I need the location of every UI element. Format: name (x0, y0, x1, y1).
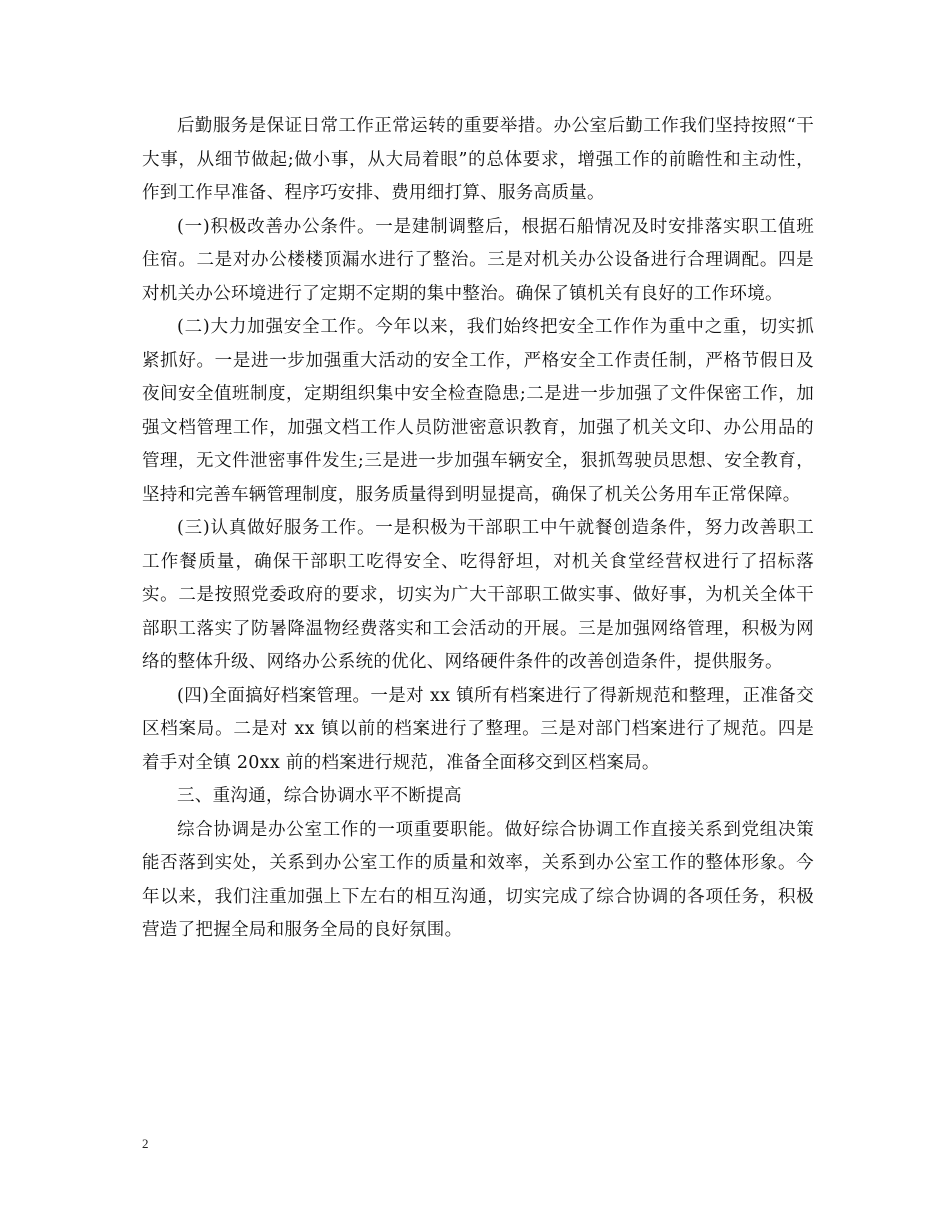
paragraph-archive-management: (四)全面搞好档案管理。一是对 xx 镇所有档案进行了得新规范和整理，正准备交区档案局。二是对 xx 镇以前的档案进行了整理。三是对部门档案进行了规范。四是着手对全镇 20xx 前的档案进行规范，准备全面移交到区档案局。 (142, 685, 814, 773)
paragraph-office-conditions: (一)积极改善办公条件。一是建制调整后，根据石船情况及时安排落实职工值班住宿。二是对办公楼楼顶漏水进行了整治。三是对机关办公设备进行合理调配。四是对机关办公环境进行了定期不定期的集中整治。确保了镇机关有良好的工作环境。 (142, 216, 814, 304)
document-body (142, 110, 814, 948)
paragraph-safety-work: (二)大力加强安全工作。今年以来，我们始终把安全工作作为重中之重，切实抓紧抓好。一是进一步加强重大活动的安全工作，严格安全工作责任制，严格节假日及夜间安全值班制度，定期组织集中安全检查隐患;二是进一步加强了文件保密工作，加强文档管理工作，加强文档工作人员防泄密意识教育，加强了机关文印、办公用品的管理，无文件泄密事件发生;三是进一步加强车辆安全，狠抓驾驶员思想、安全教育，坚持和完善车辆管理制度，服务质量得到明显提高，确保了机关公务用车正常保障。 (142, 317, 814, 505)
paragraph-service-work: (三)认真做好服务工作。一是积极为干部职工中午就餐创造条件，努力改善职工工作餐质量，确保干部职工吃得安全、吃得舒坦，对机关食堂经营权进行了招标落实。二是按照党委政府的要求，切实为广大干部职工做实事、做好事，为机关全体干部职工落实了防暑降温物经费落实和工会活动的开展。三是加强网络管理，积极为网络的整体升级、网络办公系统的优化、网络硬件条件的改善创造条件，提供服务。 (142, 518, 814, 672)
page-number: 2 (142, 1136, 149, 1151)
section-heading-communication: 三、重沟通，综合协调水平不断提高 (177, 786, 462, 806)
paragraph-logistics-intro: 后勤服务是保证日常工作正常运转的重要举措。办公室后勤工作我们坚持按照“干大事，从细节做起;做小事，从大局着眼”的总体要求，增强工作的前瞻性和主动性，作到工作早准备、程序巧安排、费用细打算、服务高质量。 (142, 116, 814, 203)
paragraph-coordination: 综合协调是办公室工作的一项重要职能。做好综合协调工作直接关系到党组决策能否落到实处，关系到办公室工作的质量和效率，关系到办公室工作的整体形象。今年以来，我们注重加强上下左右的相互沟通，切实完成了综合协调的各项任务，积极营造了把握全局和服务全局的良好氛围。 (142, 819, 814, 940)
